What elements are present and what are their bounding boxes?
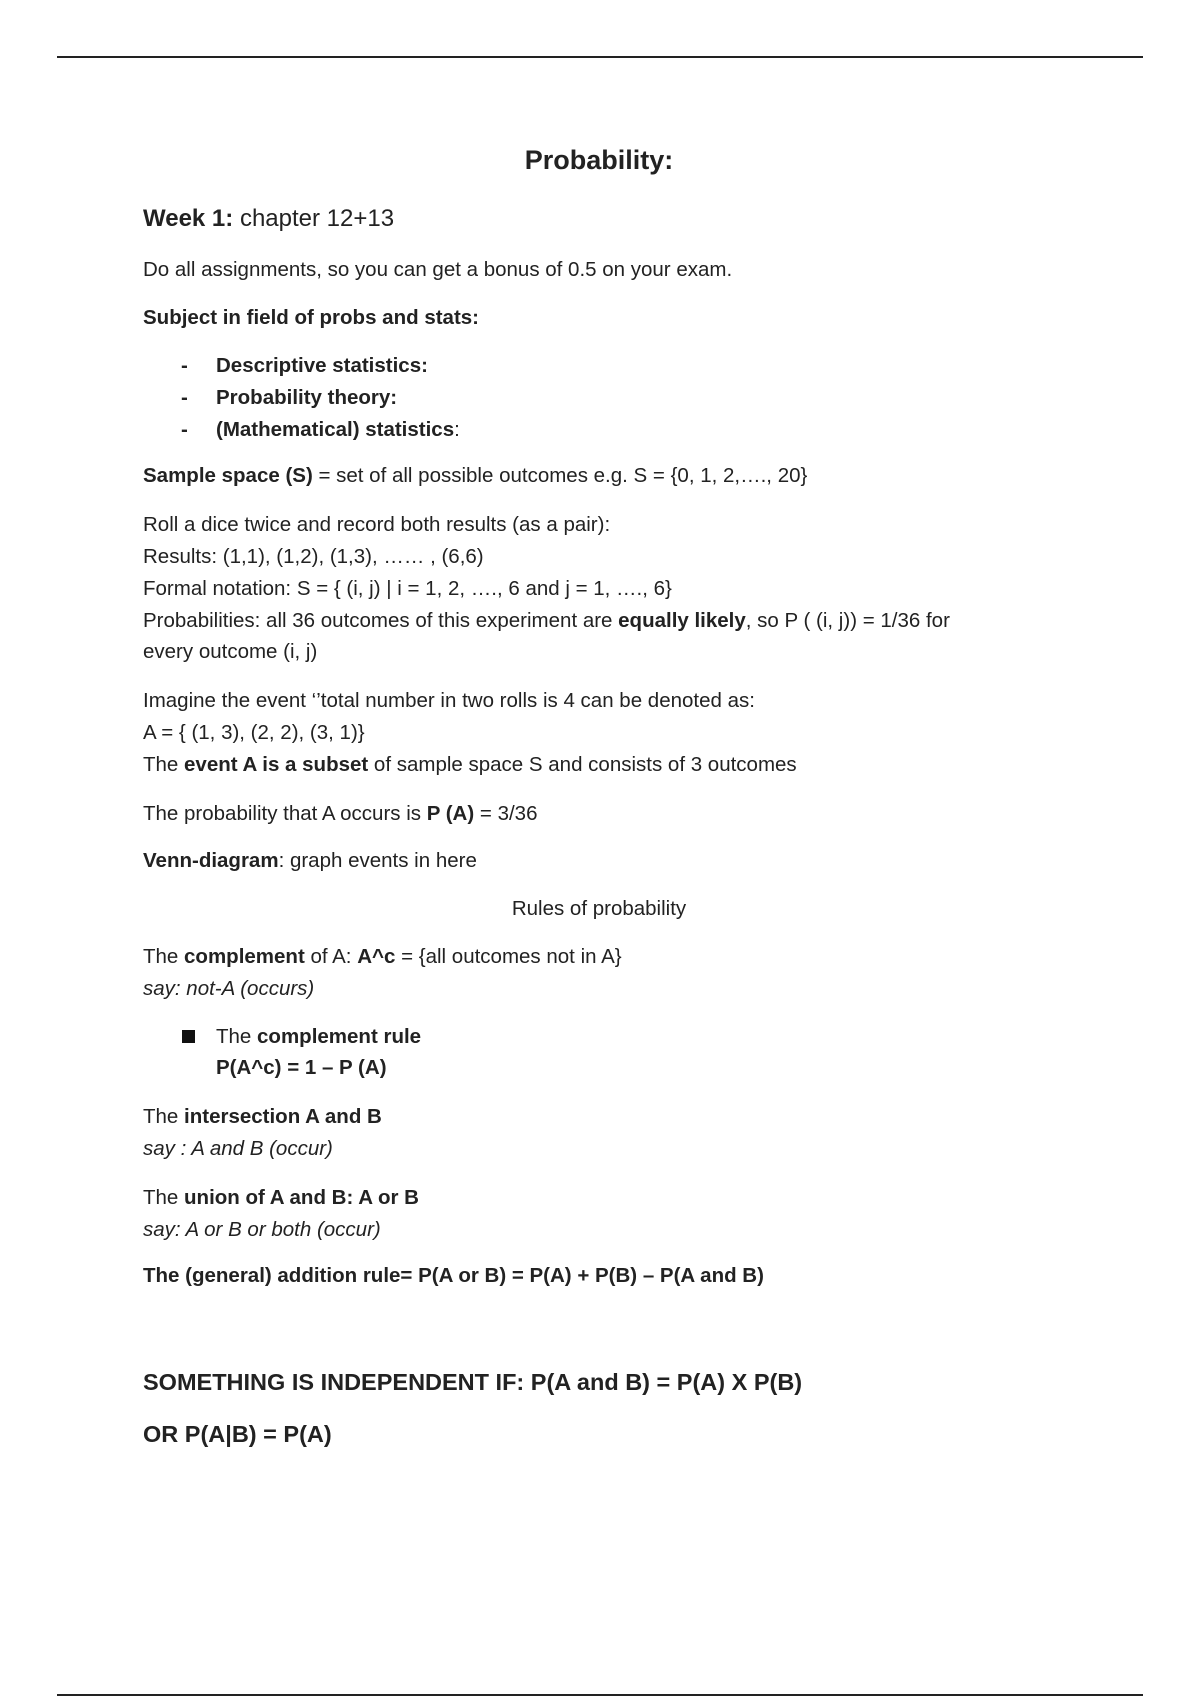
independence-rule-alt: OR P(A|B) = P(A) (143, 1421, 332, 1447)
subject-item-label: Descriptive statistics: (216, 354, 428, 377)
complement-rule-label: The complement rule (216, 1025, 422, 1048)
dice-results: Results: (1,1), (1,2), (1,3), …… , (6,6) (143, 545, 484, 568)
assignments-note: Do all assignments, so you can get a bonus of 0.5 on your exam. (143, 258, 733, 281)
dash-bullet: - (181, 386, 188, 409)
header-rule (57, 56, 1143, 58)
subject-item-label: Probability theory: (216, 386, 398, 409)
week-label: Week 1: (143, 205, 234, 232)
union-definition: The union of A and B: A or B (143, 1186, 419, 1209)
dice-intro: Roll a dice twice and record both results (as a pair): (143, 513, 611, 536)
page-title: Probability: (524, 145, 674, 175)
union-say: say: A or B or both (occur) (143, 1218, 381, 1241)
intersection-definition: The intersection A and B (143, 1105, 382, 1128)
complement-rule-formula: P(A^c) = 1 – P (A) (216, 1056, 387, 1079)
event-subset: The event A is a subset of sample space S and consists of 3 outcomes (143, 753, 797, 776)
footer-rule (57, 1694, 1143, 1696)
dice-probabilities: Probabilities: all 36 outcomes of this experiment are equally likely, so P ( (i, j)) = 1/36 for (143, 609, 950, 632)
sample-space-definition: Sample space (S) = set of all possible outcomes e.g. S = {0, 1, 2,…., 20} (143, 464, 808, 487)
subjects-heading-text: Subject in field of probs and stats: (143, 306, 479, 329)
independence-rule: SOMETHING IS INDEPENDENT IF: P(A and B) = P(A) X P(B) (143, 1369, 803, 1395)
subjects-heading (143, 302, 479, 334)
addition-rule: The (general) addition rule= P(A or B) = P(A) + P(B) – P(A and B) (143, 1264, 764, 1287)
dice-formal-notation: Formal notation: S = { (i, j) | i = 1, 2, …., 6 and j = 1, …., 6} (143, 577, 672, 600)
intersection-say: say : A and B (occur) (143, 1137, 333, 1160)
dash-bullet: - (181, 418, 188, 441)
square-bullet-icon (182, 1030, 195, 1043)
complement-definition: The complement of A: A^c = {all outcomes not in A} (143, 945, 622, 968)
subject-item-label: (Mathematical) statistics: (216, 418, 460, 441)
complement-say: say: not-A (occurs) (143, 977, 315, 1000)
rules-heading: Rules of probability (511, 897, 687, 920)
dash-bullet: - (181, 354, 188, 377)
event-intro: Imagine the event ‘’total number in two rolls is 4 can be denoted as: (143, 689, 755, 712)
probability-of-a: The probability that A occurs is P (A) = 3/36 (143, 802, 538, 825)
week-heading (143, 203, 394, 235)
venn-diagram-note: Venn-diagram: graph events in here (143, 849, 477, 872)
dice-probabilities-cont: every outcome (i, j) (143, 640, 318, 663)
week-text: chapter 12+13 (233, 205, 395, 232)
event-set: A = { (1, 3), (2, 2), (3, 1)} (143, 721, 365, 744)
